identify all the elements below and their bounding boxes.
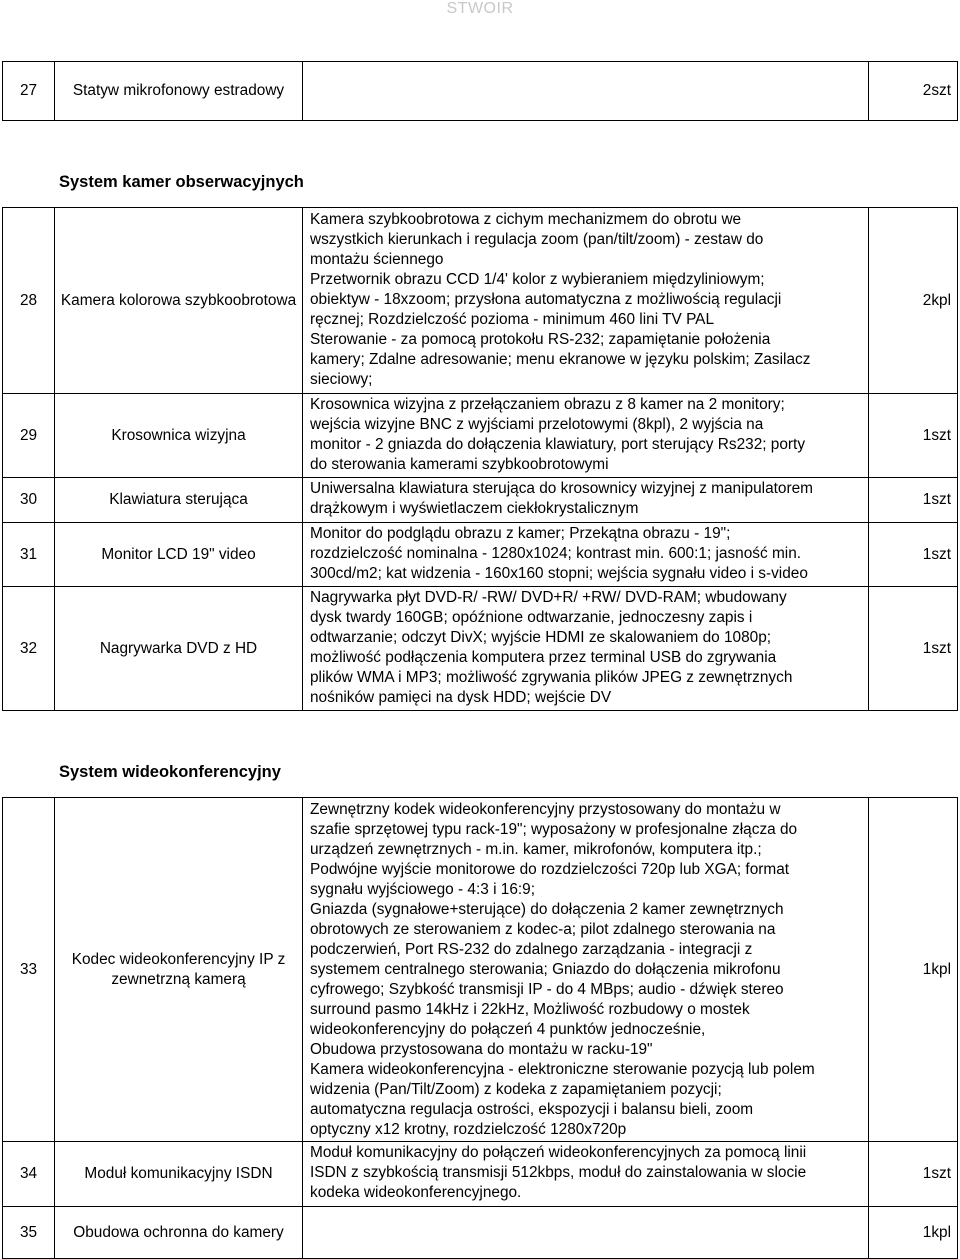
item-description bbox=[303, 62, 869, 121]
table-row bbox=[3, 394, 958, 478]
description-line: Obudowa przystosowana do montażu w racku-19" bbox=[310, 1041, 653, 1058]
description-line: Kamera wideokonferencyjna - elektroniczne sterowanie pozycją lub polem bbox=[310, 1061, 815, 1078]
description-line: możliwość podłączenia komputera przez terminal USB do zgrywania bbox=[310, 649, 777, 666]
item-number: 34 bbox=[3, 1142, 55, 1207]
description-line: odtwarzanie; odczyt DivX; wyjście HDMI ze skalowaniem do 1080p; bbox=[310, 629, 772, 646]
table-row bbox=[3, 478, 958, 523]
description-line: drążkowym i wyświetlaczem ciekłokrystalicznym bbox=[310, 500, 639, 517]
item-quantity: 1szt bbox=[869, 478, 958, 523]
description-line: automatyczna regulacja ostrości, ekspozycji i balansu bieli, zoom bbox=[310, 1101, 754, 1118]
description-line: ISDN z szybkością transmisji 512kbps, moduł do zainstalowania w slocie bbox=[310, 1164, 807, 1181]
table-row bbox=[3, 62, 958, 121]
item-number: 32 bbox=[3, 587, 55, 711]
item-table-top bbox=[2, 61, 958, 121]
item-name: Kodec wideokonferencyjny IP z zewnetrzną kamerą bbox=[55, 798, 303, 1142]
item-quantity: 1kpl bbox=[869, 1207, 958, 1259]
description-line: widzenia (Pan/Tilt/Zoom) z kodeka z zapamiętaniem pozycji; bbox=[310, 1081, 722, 1098]
item-number: 33 bbox=[3, 798, 55, 1142]
description-line: wejścia wizyjne BNC z wyjściami przelotowymi (8kpl), 2 wyjścia na bbox=[310, 416, 764, 433]
description-line: sieciowy; bbox=[310, 371, 373, 388]
item-name: Monitor LCD 19" video bbox=[55, 523, 303, 587]
description-line: montażu ściennego bbox=[310, 251, 444, 268]
section-title: System kamer obserwacyjnych bbox=[59, 173, 304, 191]
item-table-videoconference bbox=[2, 797, 958, 1259]
item-description bbox=[303, 798, 869, 1142]
item-quantity: 1szt bbox=[869, 587, 958, 711]
description-line: podczerwień, Port RS-232 do zdalnego zarządzania - integracji z bbox=[310, 941, 753, 958]
description-line: Kamera szybkoobrotowa z cichym mechanizmem do obrotu we bbox=[310, 211, 742, 228]
item-number: 29 bbox=[3, 394, 55, 478]
description-line: Zewnętrzny kodek wideokonferencyjny przystosowany do montażu w bbox=[310, 801, 781, 818]
table-row bbox=[3, 587, 958, 711]
description-line: urządzeń zewnętrznych - m.in. kamer, mikrofonów, komputera itp.; bbox=[310, 841, 762, 858]
item-quantity: 2szt bbox=[869, 62, 958, 121]
item-name: Nagrywarka DVD z HD bbox=[55, 587, 303, 711]
item-table-cameras bbox=[2, 207, 958, 711]
description-line: kamery; Zdalne adresowanie; menu ekranowe w języku polskim; Zasilacz bbox=[310, 351, 811, 368]
item-quantity: 1szt bbox=[869, 1142, 958, 1207]
item-quantity: 1kpl bbox=[869, 798, 958, 1142]
description-line: Monitor do podglądu obrazu z kamer; Przekątna obrazu - 19"; bbox=[310, 525, 731, 542]
item-quantity: 1szt bbox=[869, 523, 958, 587]
table-row bbox=[3, 798, 958, 1142]
description-line: Uniwersalna klawiatura sterująca do krosownicy wizyjnej z manipulatorem bbox=[310, 480, 813, 497]
item-description bbox=[303, 208, 869, 394]
description-line: monitor - 2 gniazda do dołączenia klawiatury, port sterujący Rs232; porty bbox=[310, 436, 806, 453]
description-line: nośników pamięci na dysk HDD; wejście DV bbox=[310, 689, 612, 706]
item-name: Moduł komunikacyjny ISDN bbox=[55, 1142, 303, 1207]
item-number: 27 bbox=[3, 62, 55, 121]
description-line: Gniazda (sygnałowe+sterujące) do dołączenia 2 kamer zewnętrznych bbox=[310, 901, 784, 918]
item-description bbox=[303, 523, 869, 587]
item-description bbox=[303, 478, 869, 523]
description-line: Nagrywarka płyt DVD-R/ -RW/ DVD+R/ +RW/ DVD-RAM; wbudowany bbox=[310, 589, 787, 606]
description-line: sygnału wyjściowego - 4:3 i 16:9; bbox=[310, 881, 535, 898]
item-number: 35 bbox=[3, 1207, 55, 1259]
item-name: Krosownica wizyjna bbox=[55, 394, 303, 478]
item-number: 28 bbox=[3, 208, 55, 394]
item-name: Kamera kolorowa szybkoobrotowa bbox=[55, 208, 303, 394]
item-quantity: 1szt bbox=[869, 394, 958, 478]
item-description bbox=[303, 1142, 869, 1207]
description-line: optyczny x12 krotny, rozdzielczość 1280x720p bbox=[310, 1121, 627, 1138]
item-description bbox=[303, 1207, 869, 1259]
section-title: System wideokonferencyjny bbox=[59, 763, 281, 781]
description-line: Przetwornik obrazu CCD 1/4' kolor z wybieraniem międzyliniowym; bbox=[310, 271, 765, 288]
description-line: Podwójne wyjście monitorowe do rozdzielczości 720p lub XGA; format bbox=[310, 861, 790, 878]
description-line: 300cd/m2; kat widzenia - 160x160 stopni; wejścia sygnału video i s-video bbox=[310, 565, 808, 582]
description-line: rozdzielczość nominalna - 1280x1024; kontrast min. 600:1; jasność min. bbox=[310, 545, 802, 562]
table-row bbox=[3, 1142, 958, 1207]
description-line: kodeka wideokonferencyjnego. bbox=[310, 1184, 522, 1201]
description-line: wszystkich kierunkach i regulacja zoom (pan/tilt/zoom) - zestaw do bbox=[310, 231, 764, 248]
description-line: Krosownica wizyjna z przełączaniem obrazu z 8 kamer na 2 monitory; bbox=[310, 396, 785, 413]
description-line: plików WMA i MP3; możliwość zgrywania plików JPEG z zewnętrznych bbox=[310, 669, 793, 686]
watermark: STWOIR bbox=[446, 0, 514, 17]
description-line: systemem centralnego sterowania; Gniazdo do dołączenia mikrofonu bbox=[310, 961, 781, 978]
item-quantity: 2kpl bbox=[869, 208, 958, 394]
description-line: obiektyw - 18xzoom; przysłona automatyczna z możliwością regulacji bbox=[310, 291, 782, 308]
description-line: Sterowanie - za pomocą protokołu RS-232; zapamiętanie położenia bbox=[310, 331, 771, 348]
item-name: Klawiatura sterująca bbox=[55, 478, 303, 523]
description-line: dysk twardy 160GB; opóźnione odtwarzanie, jednoczesny zapis i bbox=[310, 609, 753, 626]
description-line: do sterowania kamerami szybkoobrotowymi bbox=[310, 456, 609, 473]
table-row bbox=[3, 208, 958, 394]
description-line: surround pasmo 14kHz i 22kHz, Możliwość rozbudowy o mostek bbox=[310, 1001, 750, 1018]
item-name: Obudowa ochronna do kamery bbox=[55, 1207, 303, 1259]
description-line: szafie sprzętowej typu rack-19"; wyposażony w profesjonalne złącza do bbox=[310, 821, 798, 838]
item-name: Statyw mikrofonowy estradowy bbox=[55, 62, 303, 121]
description-line: Moduł komunikacyjny do połączeń wideokonferencyjnych za pomocą linii bbox=[310, 1144, 807, 1161]
description-line: obrotowych ze sterowaniem z kodec-a; pilot zdalnego sterowania na bbox=[310, 921, 776, 938]
item-number: 31 bbox=[3, 523, 55, 587]
item-number: 30 bbox=[3, 478, 55, 523]
table-row bbox=[3, 523, 958, 587]
table-row bbox=[3, 1207, 958, 1259]
item-description bbox=[303, 587, 869, 711]
description-line: ręcznej; Rozdzielczość pozioma - minimum 460 lini TV PAL bbox=[310, 311, 715, 328]
description-line: wideokonferencyjny do połączeń 4 punktów jednocześnie, bbox=[310, 1021, 706, 1038]
description-line: cyfrowego; Szybkość transmisji IP - do 4 MBps; audio - dźwięk stereo bbox=[310, 981, 784, 998]
item-description bbox=[303, 394, 869, 478]
